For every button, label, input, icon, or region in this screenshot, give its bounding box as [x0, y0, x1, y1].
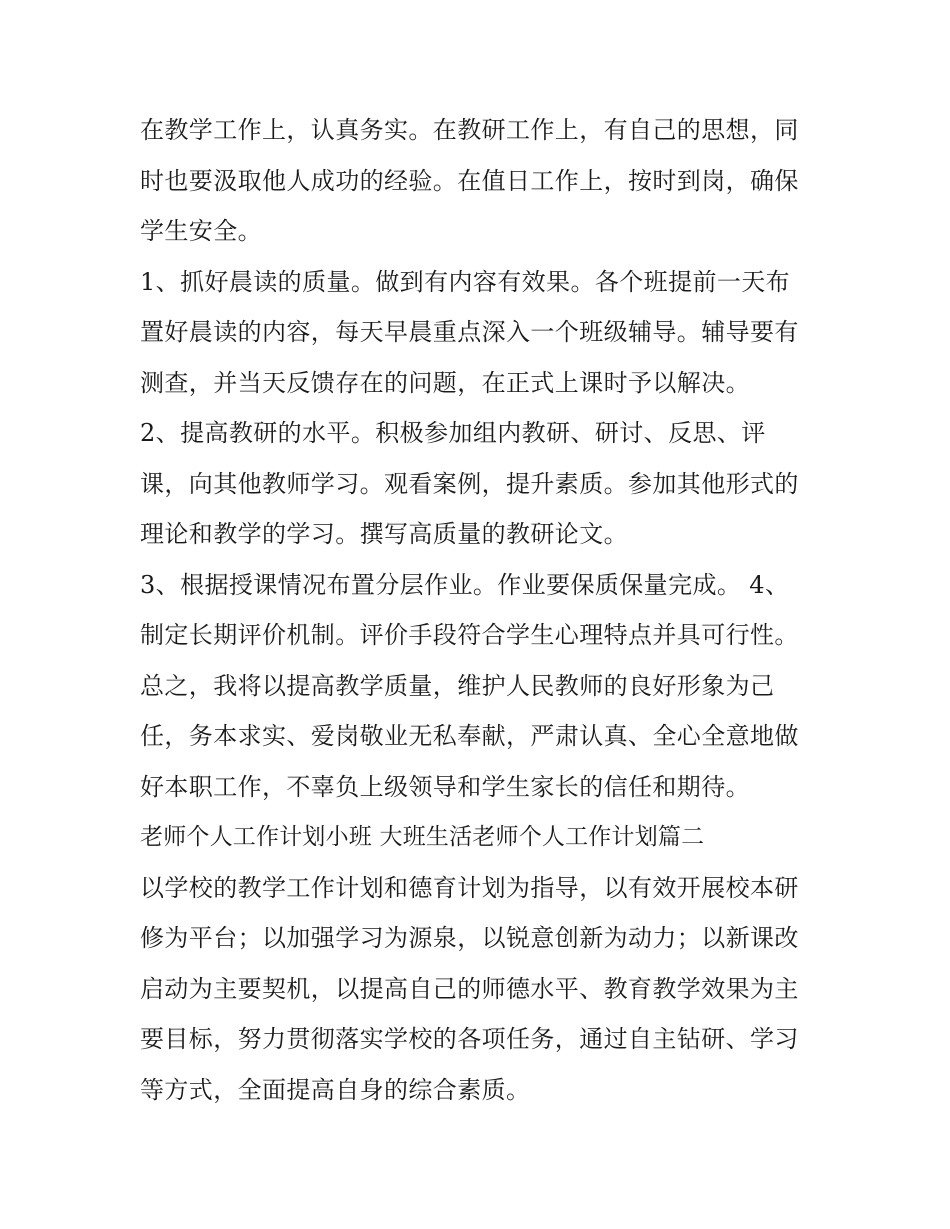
text-line: 好本职工作，不辜负上级领导和学生家长的信任和期待。 [140, 772, 750, 801]
section-heading: 老师个人工作计划小班 大班生活老师个人工作计划篇二 [140, 824, 705, 850]
text-line: 制定长期评价机制。评价手段符合学生心理特点并具可行性。 [140, 621, 799, 649]
list-item-2-line: 2、提高教研的水平。积极参加组内教研、研讨、反思、评 [140, 419, 766, 447]
text-line: 时也要汲取他人成功的经验。在值日工作上，按时到岗，确保 [140, 166, 799, 195]
text-line: 置好晨读的内容，每天早晨重点深入一个班级辅导。辅导要有 [140, 318, 799, 346]
text-line: 在教学工作上，认真务实。在教研工作上，有自己的思想，同 [140, 116, 799, 144]
text-line: 启动为主要契机，以提高自己的师德水平、教育教学效果为主 [140, 974, 799, 1003]
list-item-3-line: 3、根据授课情况布置分层作业。作业要保质保量完成。 4、 [140, 570, 790, 599]
text-line: 测查，并当天反馈存在的问题，在正式上课时予以解决。 [140, 368, 750, 397]
text-line: 以学校的教学工作计划和德育计划为指导，以有效开展校本研 [140, 873, 799, 902]
text-line: 任，务本求实、爱岗敬业无私奉献，严肃认真、全心全意地做 [140, 722, 799, 750]
text-line: 要目标，努力贯彻落实学校的各项任务，通过自主钻研、学习 [140, 1025, 799, 1053]
text-line: 等方式，全面提高自身的综合素质。 [140, 1075, 531, 1104]
text-line: 学生安全。 [140, 217, 262, 245]
text-line: 课，向其他教师学习。观看案例，提升素质。参加其他形式的 [140, 469, 799, 498]
text-line: 修为平台；以加强学习为源泉，以锐意创新为动力；以新课改 [140, 924, 799, 952]
document-body [140, 105, 820, 1115]
text-line: 理论和教学的学习。撰写高质量的教研论文。 [140, 520, 628, 548]
summary-line: 总之，我将以提高教学质量，维护人民教师的良好形象为己 [140, 671, 775, 700]
list-item-1-line: 1、抓好晨读的质量。做到有内容有效果。各个班提前一天布 [140, 267, 791, 296]
